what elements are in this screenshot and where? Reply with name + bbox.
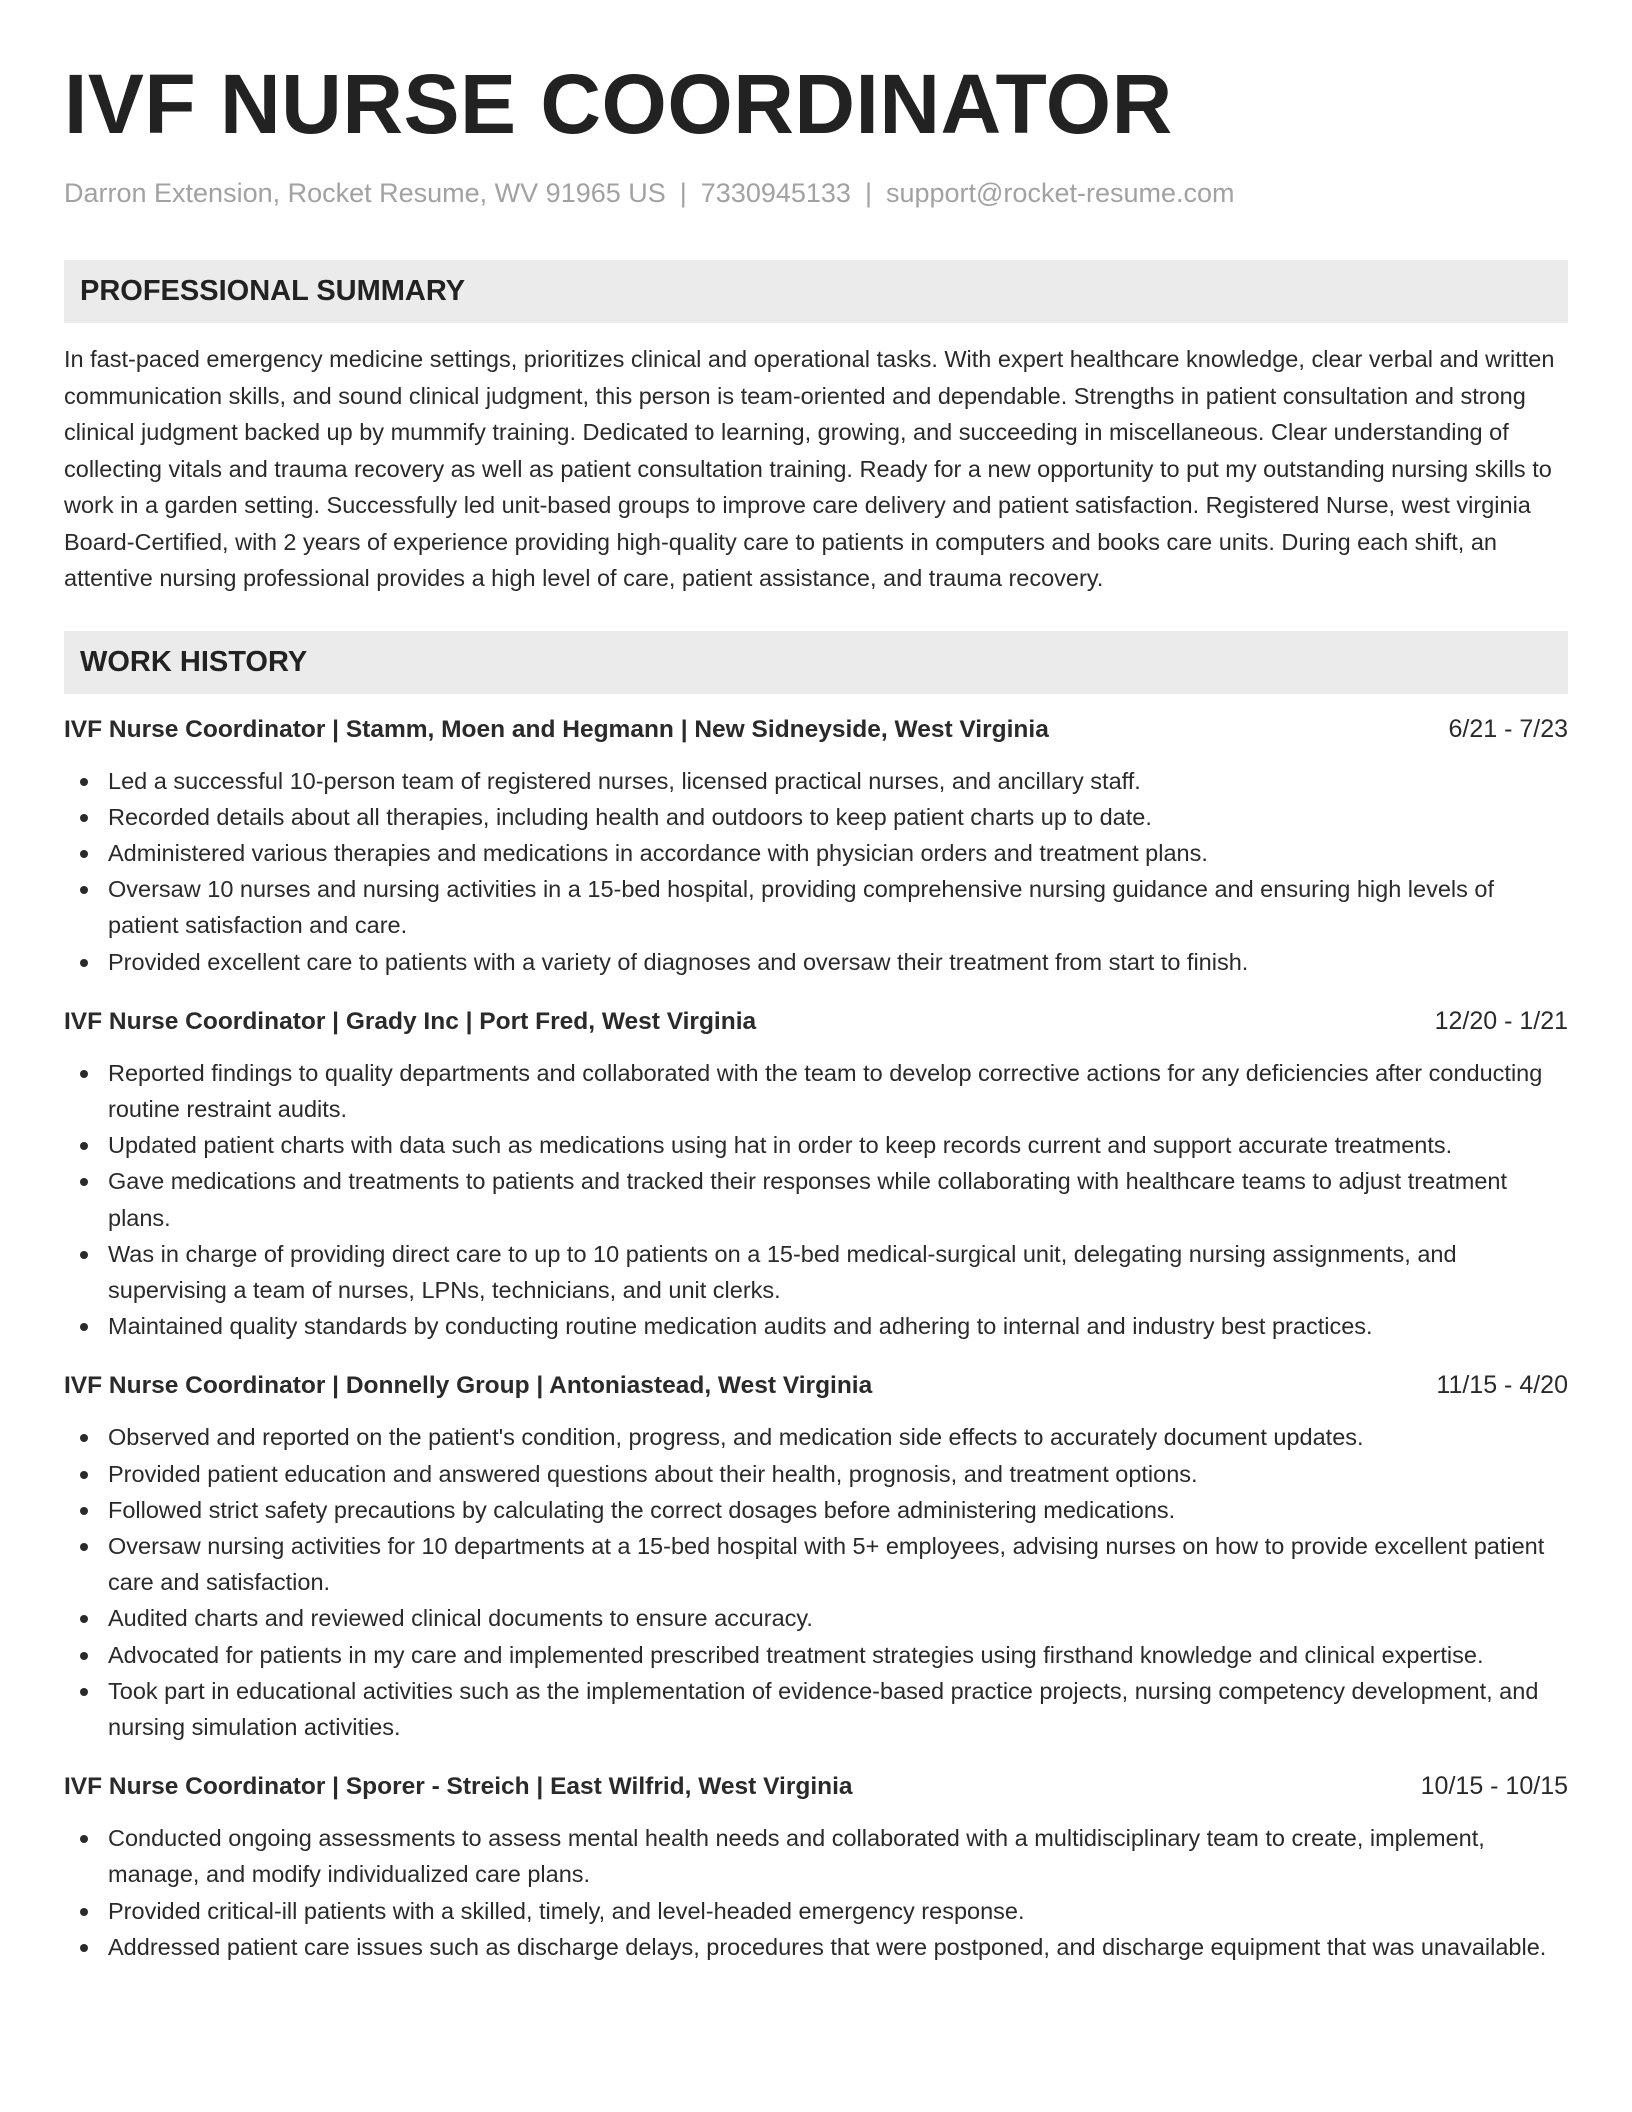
job-header <box>64 1004 1568 1039</box>
job-bullet-list <box>64 763 1568 980</box>
bullet-dot-icon <box>80 850 88 858</box>
job-title: IVF Nurse Coordinator | Grady Inc | Port Fred, West Virginia <box>64 1007 757 1035</box>
job-bullet <box>64 1163 1568 1235</box>
job-bullet <box>64 944 1568 980</box>
job-bullet-list <box>64 1055 1568 1345</box>
job-dates: 10/15 - 10/15 <box>1420 1772 1568 1801</box>
bullet-dot-icon <box>80 1543 88 1551</box>
job-bullet-list <box>64 1419 1568 1745</box>
bullet-dot-icon <box>80 1142 88 1150</box>
job-bullet-text: Audited charts and reviewed clinical documents to ensure accuracy. <box>108 1605 813 1632</box>
job-dates: 12/20 - 1/21 <box>1434 1006 1568 1035</box>
job-bullet <box>64 1492 1568 1528</box>
job-entry <box>64 1368 1568 1745</box>
job-bullet-text: Provided patient education and answered questions about their health, prognosis, and treatment options. <box>108 1460 1198 1487</box>
job-title: IVF Nurse Coordinator | Sporer - Streich | East Wilfrid, West Virginia <box>64 1773 853 1801</box>
job-bullet <box>64 1055 1568 1127</box>
job-bullet <box>64 1820 1568 1892</box>
job-bullet <box>64 835 1568 871</box>
bullet-dot-icon <box>80 1323 88 1331</box>
job-bullet-text: Oversaw 10 nurses and nursing activities in a 15-bed hospital, providing comprehensive nursing guidance and ensuring high levels of patient satisfaction and care. <box>108 876 1495 939</box>
job-bullet-text: Provided excellent care to patients with a variety of diagnoses and oversaw their treatment from start to finish. <box>108 948 1249 975</box>
job-bullet-text: Recorded details about all therapies, including health and outdoors to keep patient charts up to date. <box>108 803 1152 830</box>
work-history-heading: WORK HISTORY <box>64 631 1568 694</box>
professional-summary-heading: PROFESSIONAL SUMMARY <box>64 260 1568 323</box>
job-header <box>64 1769 1568 1804</box>
job-bullet <box>64 871 1568 943</box>
job-bullet-text: Oversaw nursing activities for 10 departments at a 15-bed hospital with 5+ employees, advising nurses on how to provide excellent patient care and satisfaction. <box>108 1532 1545 1596</box>
bullet-dot-icon <box>80 1507 88 1515</box>
job-bullet-text: Gave medications and treatments to patients and tracked their responses while collaborating with healthcare teams to adjust treatment plans. <box>108 1168 1508 1231</box>
job-bullet-text: Maintained quality standards by conducting routine medication audits and adhering to internal and industry best practices. <box>108 1313 1373 1340</box>
job-bullet-text: Advocated for patients in my care and implemented prescribed treatment strategies using firsthand knowledge and clinical expertise. <box>108 1641 1484 1668</box>
job-bullet <box>64 1419 1568 1455</box>
job-dates: 6/21 - 7/23 <box>1448 714 1568 743</box>
bullet-dot-icon <box>80 959 88 967</box>
bullet-dot-icon <box>80 1178 88 1186</box>
job-bullet <box>64 1236 1568 1308</box>
contact-address: Darron Extension, Rocket Resume, WV 91965 US <box>64 178 666 208</box>
bullet-dot-icon <box>80 1908 88 1916</box>
bullet-dot-icon <box>80 1944 88 1952</box>
job-bullet <box>64 799 1568 835</box>
job-bullet-text: Addressed patient care issues such as discharge delays, procedures that were postponed, and discharge equipment that was unavailable. <box>108 1933 1547 1960</box>
job-bullet <box>64 1456 1568 1492</box>
job-bullet-text: Led a successful 10-person team of registered nurses, licensed practical nurses, and ancillary staff. <box>108 767 1141 794</box>
resume-title: IVF NURSE COORDINATOR <box>64 57 1173 151</box>
bullet-dot-icon <box>80 778 88 786</box>
job-entry <box>64 1769 1568 1965</box>
bullet-dot-icon <box>80 1070 88 1078</box>
job-header <box>64 712 1568 747</box>
job-bullet-text: Administered various therapies and medications in accordance with physician orders and treatment plans. <box>108 839 1208 866</box>
job-bullet <box>64 763 1568 799</box>
bullet-dot-icon <box>80 1251 88 1259</box>
work-history-list <box>64 712 1568 1965</box>
job-bullet-text: Reported findings to quality departments and collaborated with the team to develop corrective actions for any deficiencies after conducting routine restraint audits. <box>108 1059 1543 1122</box>
job-bullet <box>64 1673 1568 1745</box>
bullet-dot-icon <box>80 1434 88 1442</box>
job-bullet <box>64 1308 1568 1344</box>
job-bullet-text: Followed strict safety precautions by calculating the correct dosages before administering medications. <box>108 1496 1176 1523</box>
job-bullet-text: Updated patient charts with data such as medications using hat in order to keep records current and support accurate treatments. <box>108 1132 1453 1159</box>
bullet-dot-icon <box>80 1688 88 1696</box>
bullet-dot-icon <box>80 1835 88 1843</box>
job-bullet <box>64 1600 1568 1636</box>
job-bullet-text: Observed and reported on the patient's condition, progress, and medication side effects to accurately document updates. <box>108 1424 1364 1451</box>
job-header <box>64 1368 1568 1403</box>
bullet-dot-icon <box>80 1471 88 1479</box>
contact-separator: | <box>679 178 687 208</box>
contact-separator: | <box>864 178 872 208</box>
contact-line <box>64 176 1568 210</box>
job-bullet <box>64 1929 1568 1965</box>
job-entry <box>64 712 1568 980</box>
job-bullet-text: Took part in educational activities such as the implementation of evidence-based practice projects, nursing competency development, and nursing simulation activities. <box>108 1677 1539 1740</box>
contact-email: support@rocket-resume.com <box>885 178 1235 208</box>
contact-phone: 7330945133 <box>700 178 851 208</box>
job-bullet <box>64 1893 1568 1929</box>
job-entry <box>64 1004 1568 1345</box>
job-bullet-text: Was in charge of providing direct care to up to 10 patients on a 15-bed medical-surgical unit, delegating nursing assignments, and supervising a team of nurses, LPNs, technicians, and unit clerks. <box>108 1240 1457 1303</box>
job-bullet <box>64 1637 1568 1673</box>
professional-summary-text: In fast-paced emergency medicine settings, prioritizes clinical and operational tasks. With expert healthcare knowledge, clear verbal and written communication skills, and sound clinical judgment, this person is team-oriented and dependable. Strengths in patient consultation and strong clinical judgment backed up by mummify training. Dedicated to learning, growing, and succeeding in miscellaneous. Clear understanding of collecting vitals and trauma recovery as well as patient consultation training. Ready for a new opportunity to put my outstanding nursing skills to work in a garden setting. Successfully led unit-based groups to improve care delivery and patient satisfaction. Registered Nurse, west virginia Board-Certified, with 2 years of experience providing high-quality care to patients in computers and books care units. During each shift, an attentive nursing professional provides a high level of care, patient assistance, and trauma recovery. <box>64 346 1555 591</box>
bullet-dot-icon <box>80 1652 88 1660</box>
job-dates: 11/15 - 4/20 <box>1436 1371 1568 1400</box>
job-title: IVF Nurse Coordinator | Donnelly Group | Antoniastead, West Virginia <box>64 1372 873 1400</box>
job-bullet-text: Provided critical-ill patients with a skilled, timely, and level-headed emergency response. <box>108 1897 1025 1924</box>
bullet-dot-icon <box>80 1615 88 1623</box>
job-title: IVF Nurse Coordinator | Stamm, Moen and Hegmann | New Sidneyside, West Virginia <box>64 715 1049 743</box>
bullet-dot-icon <box>80 814 88 822</box>
bullet-dot-icon <box>80 886 88 894</box>
job-bullet <box>64 1528 1568 1600</box>
job-bullet-text: Conducted ongoing assessments to assess mental health needs and collaborated with a multidisciplinary team to create, implement, manage, and modify individualized care plans. <box>108 1825 1485 1888</box>
job-bullet <box>64 1127 1568 1163</box>
job-bullet-list <box>64 1820 1568 1965</box>
